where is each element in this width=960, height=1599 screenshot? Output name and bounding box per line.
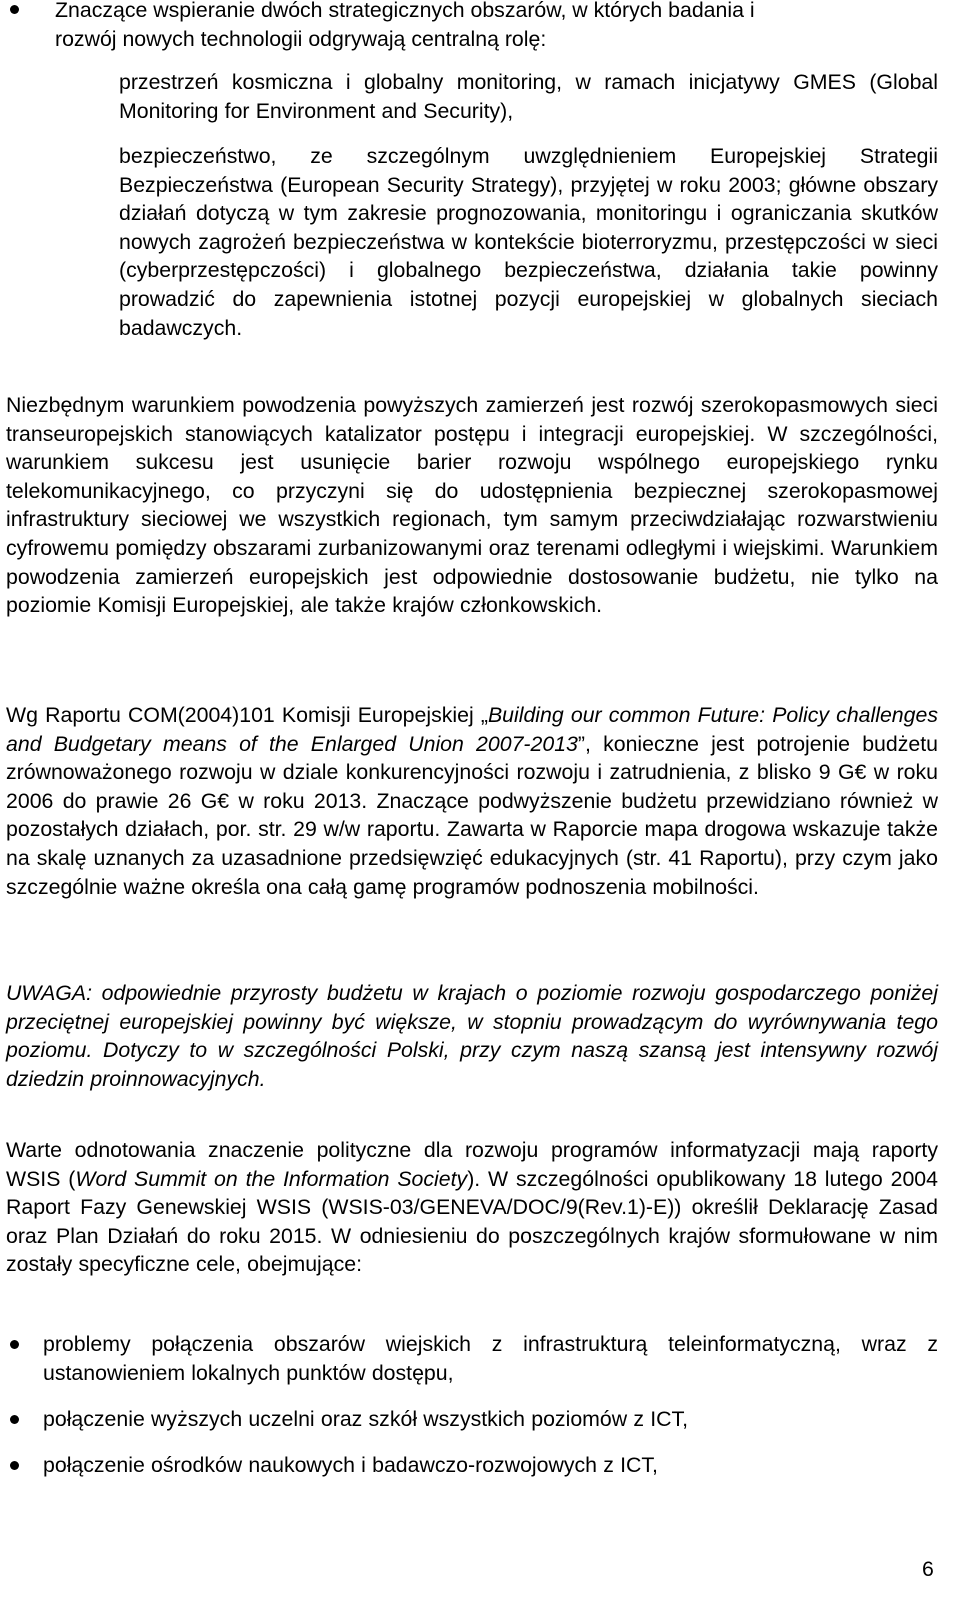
paragraph-intro: Warte odnotowania znaczenie polityczne dla rozwoju programów informatyzacji mają raporty WSIS ( [6, 1138, 938, 1191]
paragraph-intro: Wg Raportu COM(2004)101 Komisji Europejskiej „ [6, 703, 488, 727]
list-item: połączenie ośrodków naukowych i badawczo-rozwojowych z ICT, [43, 1453, 658, 1477]
paragraph: Niezbędnym warunkiem powodzenia powyższych zamierzeń jest rozwój szerokopasmowych sieci transeuropejskich stanowiących katalizator postępu i integracji europejskiej. W szczególności, warunkiem sukcesu jest usunięcie barier rozwoju wspólnego europejskiego rynku telekomunikacyjnego, co przyczyni się do udostępnienia bezpiecznej szerokopasmowej infrastruktury sieciowej we wszystkich regionach, tym samym przeciwdziałając rozwarstwieniu cyfrowemu pomiędzy obszarami zurbanizowanymi oraz terenami odległymi i wiejskimi. Warunkiem powodzenia zamierzeń europejskich jest odpowiednie dostosowanie budżetu, nie tylko na poziomie Komisji Europejskiej, ale także krajów członkowskich. [6, 393, 938, 618]
sub-list-item: przestrzeń kosmiczna i globalny monitoring, w ramach inicjatywy GMES (Global Monitoring for Environment and Security), [119, 70, 938, 123]
report-title: Building our common Future: Policy challenges and Budgetary means of the Enlarged Union 2007-2013 [6, 703, 938, 756]
paragraph-rest: ”, konieczne jest potrojenie budżetu zrównoważonego rozwoju w dziale konkurencyjności rozwoju i zatrudnienia, z blisko 9 G€ w roku 2006 do prawie 26 G€ w roku 2013. Znaczące podwyższenie budżetu przewidziano również w pozostałych działach, por. str. 29 w/w raportu. Zawarta w Raporcie mapa drogowa wskazuje także na skalę uznanych za uzasadnione przedsięwzięć edukacyjnych (str. 41 Raportu), przy czym jako szczególnie ważne określa ona całą gamę programów podnoszenia mobilności. [6, 731, 938, 899]
bullet-icon [10, 1461, 19, 1470]
paragraph [6, 1136, 938, 1279]
list-item: problemy połączenia obszarów wiejskich z infrastrukturą teleinformatyczną, wraz z ustanowieniem lokalnych punktów dostępu, [43, 1332, 938, 1385]
wsis-title: Word Summit on the Information Society [75, 1166, 468, 1191]
note-text: UWAGA: odpowiednie przyrosty budżetu w krajach o poziomie rozwoju gospodarczego poniżej przeciętnej europejskiej powinny być większe, w stopniu prowadzącym do wyrównywania tego poziomu. Dotyczy to w szczególności Polski, przy czym naszą szansą jest intensywny rozwój dziedzin proinnowacyjnych. [6, 981, 938, 1091]
paragraph [6, 701, 938, 901]
list-item: rozwój nowych technologii odgrywają centralną rolę: [55, 27, 547, 51]
bullet-icon [10, 5, 19, 14]
page-number: 6 [922, 1557, 934, 1581]
bullet-icon [10, 1340, 19, 1349]
list-item: połączenie wyższych uczelni oraz szkół wszystkich poziomów z ICT, [43, 1407, 689, 1431]
bullet-icon [10, 1415, 19, 1424]
note-paragraph [6, 979, 938, 1093]
paragraph-rest: ). W szczególności opublikowany 18 lutego 2004 Raport Fazy Genewskiej WSIS (WSIS-03/GENEVA/DOC/9(Rev.1)-E)) określił Deklarację Zasad oraz Plan Działań do roku 2015. W odniesieniu do poszczególnych krajów sformułowane w nim zostały specyficzne cele, obejmujące: [6, 1166, 938, 1277]
sub-list-item: bezpieczeństwo, ze szczególnym uwzględnieniem Europejskiej Strategii Bezpieczeństwa (European Security Strategy), przyjętej w roku 2003; główne obszary działań dotyczą w tym zakresie prognozowania, monitoringu i ograniczania skutków nowych zagrożeń bezpieczeństwa w kontekście bioterroryzmu, przestępczości w sieci (cyberprzestępczości) i globalnego bezpieczeństwa, działania takie powinny prowadzić do zapewnienia istotnej pozycji europejskiej w globalnych sieciach badawczych. [119, 144, 938, 340]
list-item: Znaczące wspieranie dwóch strategicznych obszarów, w których badania i [55, 0, 755, 22]
